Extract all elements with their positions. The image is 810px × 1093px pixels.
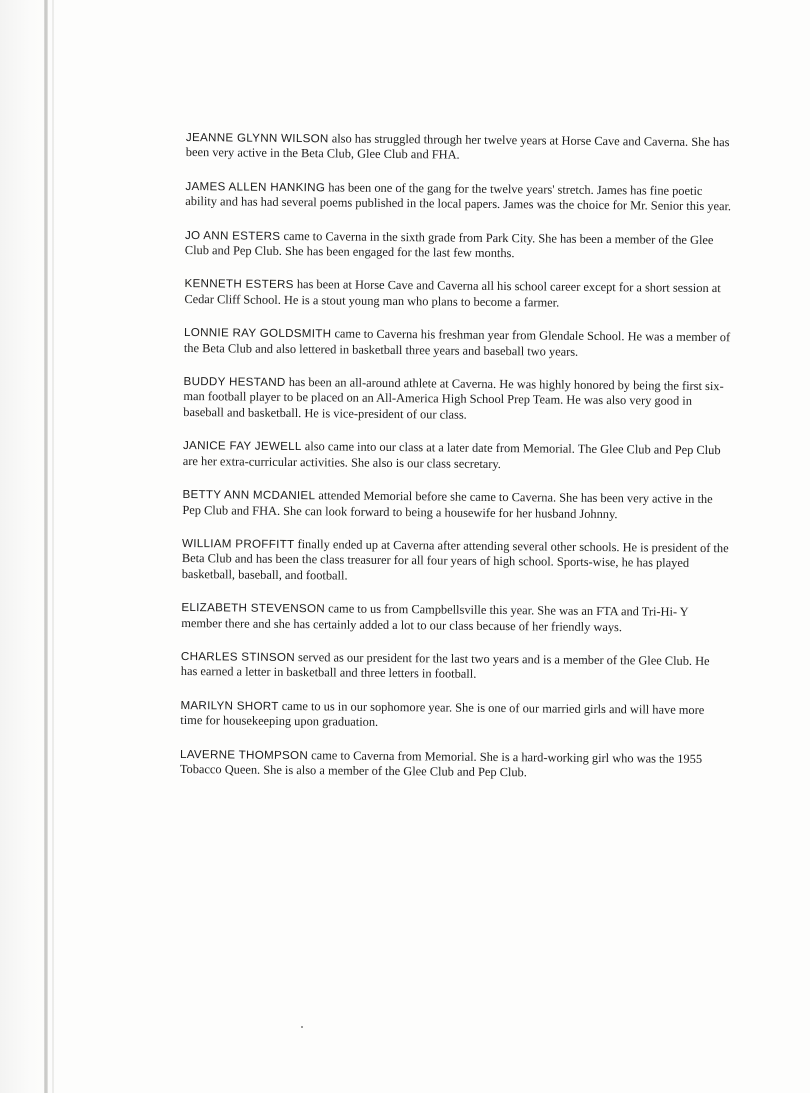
- student-name: LONNIE RAY GOLDSMITH: [183, 326, 332, 341]
- paper-speck: [301, 1026, 303, 1028]
- bio-text: has been at Horse Cave and Caverna all his school career except for a short session at Cedar Cliff School. He is a stout young man who plans to become a farmer.: [184, 277, 721, 310]
- bio-entry: [181, 649, 729, 685]
- bio-text: came to Caverna from Memorial. She is a hard-working girl who was the 1955 Tobacco Queen. She is also a member of the Glee Club and Pep Club.: [179, 747, 703, 780]
- bio-text: came to us in our sophomore year. She is one of our married girls and will have more time for housekeeping upon graduation.: [180, 698, 705, 730]
- student-name: BUDDY HESTAND: [183, 375, 286, 390]
- bio-entry: [181, 600, 729, 636]
- bio-text: finally ended up at Caverna after attending several other schools. He is president of the Beta Club and has been the class treasurer for all four years of high school. Sports-wise, he has played basketball, baseball, and football.: [181, 536, 729, 583]
- student-name: CHARLES STINSON: [180, 649, 296, 665]
- bio-entry: [180, 698, 728, 734]
- bio-text: served as our president for the last two years and is a member of the Glee Club. He has earned a letter in basketball and three letters in football.: [180, 650, 710, 682]
- bio-entry: [183, 374, 731, 425]
- bio-text: also came into our class at a later date from Memorial. The Glee Club and Pep Club are her extra-curricular activities. She also is our class secretary.: [182, 439, 721, 471]
- bio-text: has been an all-around athlete at Caverna. He was highly honored by being the first six-man football player to be placed on an All-America High School Prep Team. He was also very good in baseball and basketball. He is vice-president of our class.: [183, 375, 724, 422]
- bio-entry: [184, 276, 732, 312]
- binding-shadow: [44, 0, 48, 1093]
- student-name: JAMES ALLEN HANKING: [185, 179, 326, 195]
- bio-entry: [182, 536, 730, 587]
- student-name: MARILYN SHORT: [180, 698, 279, 713]
- bio-entry: [185, 179, 733, 215]
- bio-text: came to Caverna in the sixth grade from Park City. She has been a member of the Glee Club and Pep Club. She has been engaged for the last few months.: [184, 228, 714, 261]
- bio-entry: [182, 487, 730, 523]
- bio-entry: [185, 228, 733, 264]
- bio-text: came to us from Campbellsville this year. She was an FTA and Tri-Hi- Y member there and she has certainly added a lot to our class because of her friendly ways.: [181, 601, 689, 634]
- student-name: JO ANN ESTERS: [184, 228, 281, 243]
- bio-text: came to Caverna his freshman year from Glendale School. He was a member of the Beta Club and also lettered in basketball three years and baseball two years.: [183, 326, 731, 359]
- student-name: LAVERNE THOMPSON: [179, 747, 309, 762]
- binding-edge: [52, 0, 54, 1093]
- student-name: BETTY ANN MCDANIEL: [182, 488, 316, 503]
- bio-entry: [180, 747, 728, 783]
- student-name: JANICE FAY JEWELL: [182, 439, 302, 454]
- student-name: JEANNE GLYNN WILSON: [185, 130, 329, 146]
- senior-biographies: [180, 130, 734, 801]
- bio-entry: [184, 325, 732, 361]
- bio-entry: [183, 438, 731, 474]
- bio-text: also has struggled through her twelve years at Horse Cave and Caverna. She has been very active in the Beta Club, Glee Club and FHA.: [185, 131, 730, 163]
- bio-entry: [186, 130, 734, 166]
- bio-text: attended Memorial before she came to Caverna. She has been very active in the Pep Club and FHA. She can look forward to being a housewife for her husband Johnny.: [182, 488, 713, 521]
- bio-text: has been one of the gang for the twelve years' stretch. James has fine poetic ability and has had several poems published in the local papers. James was the choice for Mr. Senior this year.: [185, 180, 732, 214]
- student-name: WILLIAM PROFFITT: [181, 536, 295, 551]
- student-name: ELIZABETH STEVENSON: [181, 601, 326, 616]
- student-name: KENNETH ESTERS: [184, 277, 294, 292]
